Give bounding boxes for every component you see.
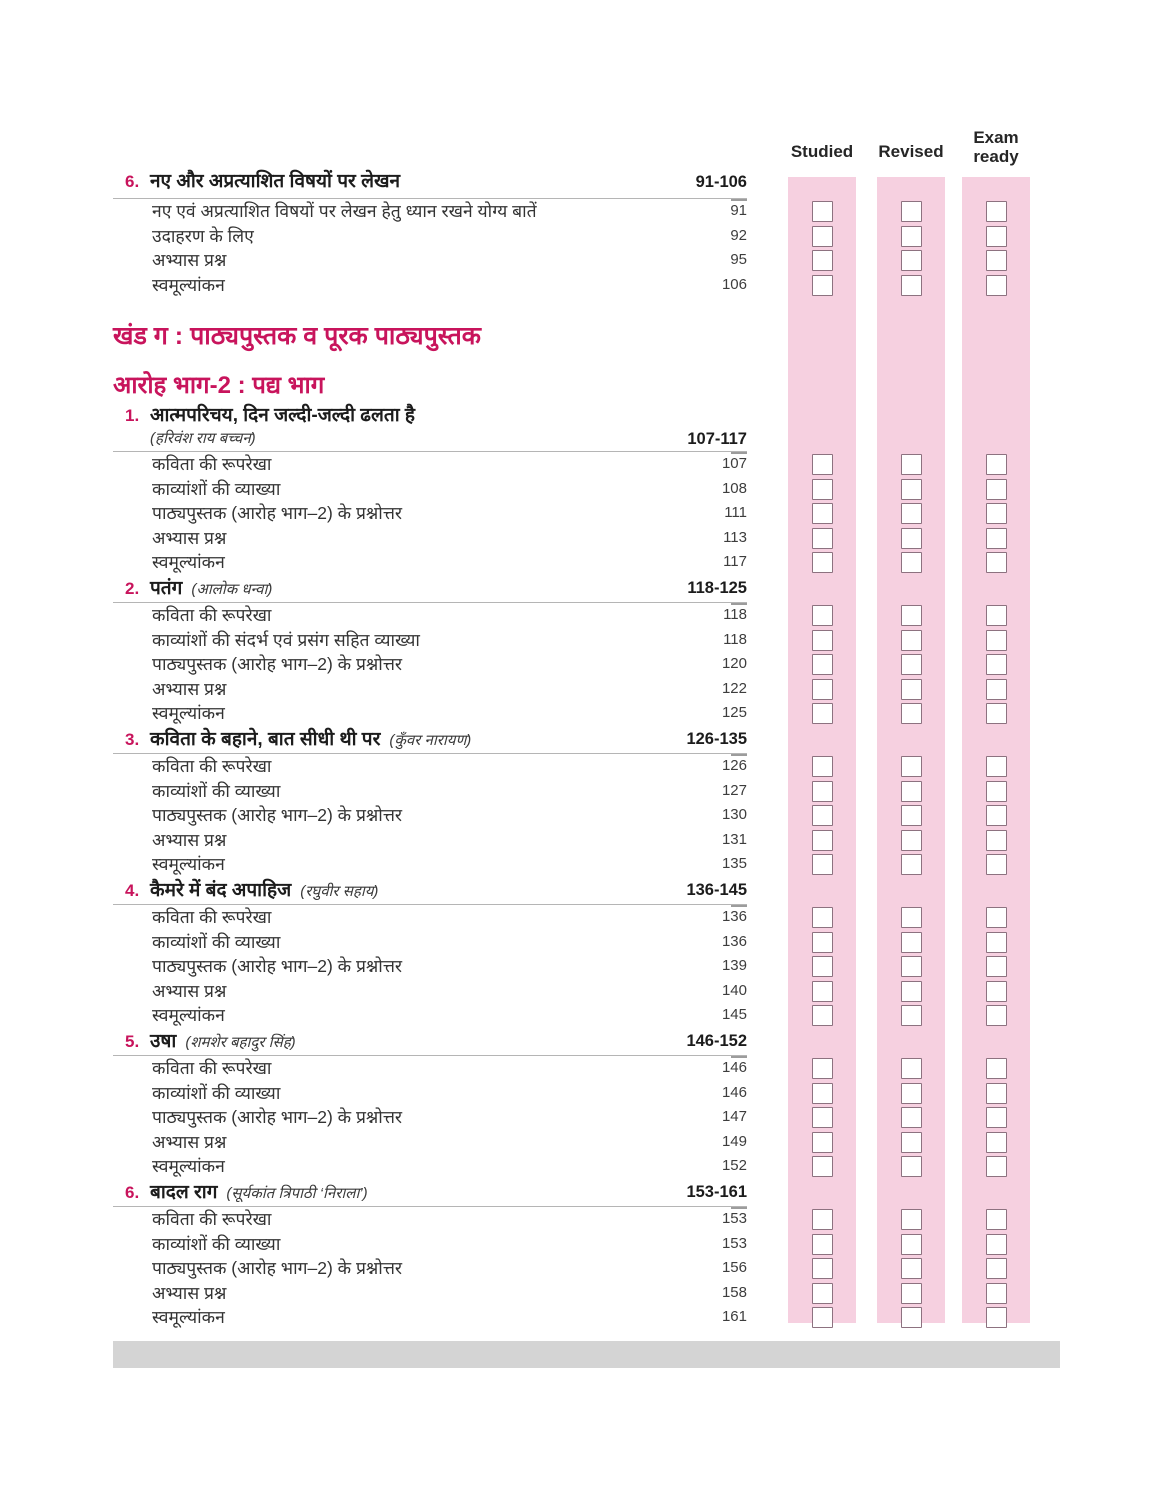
checkbox-exam-ready[interactable] bbox=[986, 1058, 1007, 1079]
toc-item-page: 135 bbox=[721, 855, 747, 872]
checkbox-studied[interactable] bbox=[812, 781, 833, 802]
chapter-pages: 153-161 bbox=[113, 1179, 747, 1207]
toc-item-page: 158 bbox=[721, 1283, 747, 1301]
toc-item-row bbox=[113, 603, 1040, 628]
checkbox-studied[interactable] bbox=[812, 1005, 833, 1026]
checkbox-studied[interactable] bbox=[812, 503, 833, 524]
checkbox-revised[interactable] bbox=[901, 907, 922, 928]
toc-item-row bbox=[113, 1154, 1040, 1179]
chapter-title: कैमरे में बंद अपाहिज bbox=[150, 879, 292, 901]
toc-item-row bbox=[113, 803, 1040, 828]
toc-item-label: कविता की रूपरेखा bbox=[152, 454, 272, 474]
chapter-author: (रघुवीर सहाय) bbox=[300, 882, 379, 900]
checkbox-studied[interactable] bbox=[812, 1132, 833, 1153]
toc-item-row bbox=[113, 1105, 1040, 1130]
chapter-author-row bbox=[113, 429, 747, 452]
toc-item-row bbox=[113, 828, 1040, 853]
toc-item-row bbox=[113, 979, 1040, 1004]
checkbox-exam-ready[interactable] bbox=[986, 907, 1007, 928]
toc-item-row bbox=[113, 779, 1040, 804]
toc-item-row bbox=[113, 1130, 1040, 1155]
checkbox-studied[interactable] bbox=[812, 805, 833, 826]
toc-item-row bbox=[113, 852, 1040, 877]
toc-item-row bbox=[113, 1056, 1040, 1081]
toc-item-page: 118 bbox=[723, 606, 747, 623]
chapter-heading bbox=[113, 726, 747, 755]
toc-item-label: स्वमूल्यांकन bbox=[152, 1156, 225, 1176]
toc-item-label: कविता की रूपरेखा bbox=[152, 907, 272, 927]
checkbox-revised[interactable] bbox=[901, 932, 922, 953]
toc-item-page: 106 bbox=[721, 275, 747, 293]
checkbox-exam-ready[interactable] bbox=[986, 781, 1007, 802]
toc-item-page: 152 bbox=[721, 1157, 747, 1174]
toc-item-label: पाठ्यपुस्तक (आरोह भाग–2) के प्रश्नोत्तर bbox=[152, 1107, 403, 1127]
checkbox-studied[interactable] bbox=[812, 528, 833, 549]
checkbox-revised[interactable] bbox=[901, 805, 922, 826]
checkbox-revised[interactable] bbox=[901, 226, 922, 247]
chapter-title: उषा bbox=[150, 1030, 177, 1052]
chapter-heading bbox=[113, 403, 747, 429]
checkbox-exam-ready[interactable] bbox=[986, 605, 1007, 626]
checkbox-studied[interactable] bbox=[812, 756, 833, 777]
chapter-heading bbox=[113, 168, 747, 199]
chapter-title: कविता के बहाने, बात सीधी थी पर bbox=[150, 728, 381, 750]
checkbox-exam-ready[interactable] bbox=[986, 1283, 1007, 1304]
checkbox-exam-ready[interactable] bbox=[986, 830, 1007, 851]
toc-item-label: काव्यांशों की व्याख्या bbox=[152, 478, 281, 499]
checkbox-revised[interactable] bbox=[901, 503, 922, 524]
chapter-author: (शमशेर बहादुर सिंह) bbox=[185, 1033, 296, 1051]
checkbox-revised[interactable] bbox=[901, 1058, 922, 1079]
chapter-number: 2. bbox=[125, 578, 140, 598]
toc-item-page: 107 bbox=[721, 455, 747, 472]
chapter-author: (कुँवर नारायण) bbox=[389, 731, 472, 749]
checkbox-exam-ready[interactable] bbox=[986, 528, 1007, 549]
checkbox-studied[interactable] bbox=[812, 1234, 833, 1255]
checkbox-studied[interactable] bbox=[812, 275, 833, 296]
chapter-pages: 107-117 bbox=[113, 429, 747, 451]
toc-item-row bbox=[113, 273, 1040, 298]
toc-item-row bbox=[113, 1003, 1040, 1028]
chapter-pages: 126-135 bbox=[113, 726, 747, 754]
toc-item-page: 136 bbox=[721, 908, 747, 925]
checkbox-revised[interactable] bbox=[901, 830, 922, 851]
toc-item-label: अभ्यास प्रश्न bbox=[152, 1131, 227, 1152]
checkbox-exam-ready[interactable] bbox=[986, 932, 1007, 953]
checkbox-studied[interactable] bbox=[812, 654, 833, 675]
checkbox-revised[interactable] bbox=[901, 1083, 922, 1104]
toc-item-page: 149 bbox=[721, 1132, 747, 1150]
checkbox-exam-ready[interactable] bbox=[986, 1234, 1007, 1255]
toc-item-row bbox=[113, 477, 1040, 502]
checkbox-studied[interactable] bbox=[812, 830, 833, 851]
toc-item-label: पाठ्यपुस्तक (आरोह भाग–2) के प्रश्नोत्तर bbox=[152, 805, 403, 825]
toc-item-row bbox=[113, 550, 1040, 575]
toc-item-label: स्वमूल्यांकन bbox=[152, 1307, 225, 1327]
checkbox-revised[interactable] bbox=[901, 1209, 922, 1230]
toc-item-page: 161 bbox=[721, 1308, 747, 1325]
toc-item-row bbox=[113, 754, 1040, 779]
checkbox-studied[interactable] bbox=[812, 981, 833, 1002]
toc-item-label: अभ्यास प्रश्न bbox=[152, 250, 227, 270]
checkbox-exam-ready[interactable] bbox=[986, 1107, 1007, 1128]
toc-item-row bbox=[113, 1256, 1040, 1281]
toc-item-label: अभ्यास प्रश्न bbox=[152, 980, 227, 1001]
toc-item-page: 145 bbox=[721, 1006, 747, 1023]
checkbox-revised[interactable] bbox=[901, 605, 922, 626]
toc-item-row bbox=[113, 701, 1040, 726]
checkbox-exam-ready[interactable] bbox=[986, 1258, 1007, 1279]
toc-item-page: 147 bbox=[721, 1108, 747, 1125]
checkbox-exam-ready[interactable] bbox=[986, 226, 1007, 247]
checkbox-studied[interactable] bbox=[812, 932, 833, 953]
chapter-title: पतंग bbox=[150, 577, 183, 599]
toc-item-page: 122 bbox=[721, 679, 747, 697]
chapter-title: बादल राग bbox=[150, 1181, 218, 1203]
toc-item-label: अभ्यास प्रश्न bbox=[152, 829, 227, 850]
chapter-title: नए और अप्रत्याशित विषयों पर लेखन bbox=[150, 171, 401, 192]
checkbox-revised[interactable] bbox=[901, 756, 922, 777]
toc-item-page: 91 bbox=[730, 202, 747, 219]
checkbox-exam-ready[interactable] bbox=[986, 756, 1007, 777]
chapter-pages: 146-152 bbox=[113, 1028, 747, 1056]
toc-item-label: काव्यांशों की संदर्भ एवं प्रसंग सहित व्याख्या bbox=[152, 629, 420, 650]
toc-item-page: 92 bbox=[730, 226, 747, 244]
checkbox-exam-ready[interactable] bbox=[986, 679, 1007, 700]
chapter-title: आत्मपरिचय, दिन जल्दी-जल्दी ढलता है bbox=[150, 405, 415, 426]
checkbox-exam-ready[interactable] bbox=[986, 854, 1007, 875]
checkbox-studied[interactable] bbox=[812, 907, 833, 928]
toc-item-page: 153 bbox=[721, 1234, 747, 1252]
toc-item-page: 127 bbox=[721, 781, 747, 799]
checkbox-exam-ready[interactable] bbox=[986, 250, 1007, 271]
toc-item-row bbox=[113, 954, 1040, 979]
chapter-pages: 91-106 bbox=[113, 168, 747, 198]
toc-item-label: अभ्यास प्रश्न bbox=[152, 1282, 227, 1303]
toc-item-row bbox=[113, 1232, 1040, 1257]
checkbox-revised[interactable] bbox=[901, 1005, 922, 1026]
toc-item-label: कविता की रूपरेखा bbox=[152, 1058, 272, 1078]
checkbox-exam-ready[interactable] bbox=[986, 275, 1007, 296]
checkbox-revised[interactable] bbox=[901, 630, 922, 651]
checkbox-exam-ready[interactable] bbox=[986, 1156, 1007, 1177]
toc-item-row bbox=[113, 452, 1040, 477]
checkbox-exam-ready[interactable] bbox=[986, 552, 1007, 573]
checkbox-studied[interactable] bbox=[812, 454, 833, 475]
checkbox-revised[interactable] bbox=[901, 528, 922, 549]
toc-item-row bbox=[113, 628, 1040, 653]
checkbox-exam-ready[interactable] bbox=[986, 956, 1007, 977]
checkbox-revised[interactable] bbox=[901, 1234, 922, 1255]
checkbox-studied[interactable] bbox=[812, 552, 833, 573]
checkbox-studied[interactable] bbox=[812, 1258, 833, 1279]
toc-item-row bbox=[113, 1281, 1040, 1306]
toc-item-page: 120 bbox=[721, 655, 747, 672]
toc-item-label: अभ्यास प्रश्न bbox=[152, 678, 227, 699]
chapter-heading bbox=[113, 575, 747, 604]
toc-item-label: उदाहरण के लिए bbox=[152, 225, 254, 246]
checkbox-studied[interactable] bbox=[812, 1083, 833, 1104]
toc-item-label: पाठ्यपुस्तक (आरोह भाग–2) के प्रश्नोत्तर bbox=[152, 503, 403, 523]
toc-item-page: 113 bbox=[723, 528, 747, 546]
toc-item-row bbox=[113, 199, 1040, 224]
toc-item-label: कविता की रूपरेखा bbox=[152, 756, 272, 776]
footer-bar bbox=[113, 1341, 1060, 1368]
chapter-heading bbox=[113, 1028, 747, 1057]
checkbox-revised[interactable] bbox=[901, 552, 922, 573]
chapter-author: (आलोक धन्वा) bbox=[191, 580, 273, 598]
toc-item-label: स्वमूल्यांकन bbox=[152, 274, 225, 295]
toc-item-label: स्वमूल्यांकन bbox=[152, 854, 225, 874]
checkbox-studied[interactable] bbox=[812, 1307, 833, 1328]
toc-item-page: 136 bbox=[721, 932, 747, 950]
toc-item-page: 146 bbox=[721, 1083, 747, 1101]
chapter-number: 6. bbox=[125, 1182, 140, 1202]
checkbox-studied[interactable] bbox=[812, 854, 833, 875]
chapter-heading bbox=[113, 1179, 747, 1208]
part-heading: खंड ग : पाठ्यपुस्तक व पूरक पाठ्यपुस्तक bbox=[113, 322, 481, 350]
checkbox-revised[interactable] bbox=[901, 703, 922, 724]
checkbox-studied[interactable] bbox=[812, 630, 833, 651]
toc-item-label: अभ्यास प्रश्न bbox=[152, 527, 227, 548]
checkbox-exam-ready[interactable] bbox=[986, 1132, 1007, 1153]
checkbox-studied[interactable] bbox=[812, 1156, 833, 1177]
chapter-number: 1. bbox=[125, 406, 140, 425]
toc-item-label: स्वमूल्यांकन bbox=[152, 552, 225, 572]
checkbox-studied[interactable] bbox=[812, 605, 833, 626]
column-header-exam-ready: Exam ready bbox=[973, 128, 1019, 166]
checkbox-revised[interactable] bbox=[901, 1132, 922, 1153]
checkbox-revised[interactable] bbox=[901, 454, 922, 475]
checkbox-studied[interactable] bbox=[812, 956, 833, 977]
checkbox-revised[interactable] bbox=[901, 781, 922, 802]
toc-item-row bbox=[113, 501, 1040, 526]
toc-item-label: काव्यांशों की व्याख्या bbox=[152, 1082, 281, 1103]
toc-item-label: पाठ्यपुस्तक (आरोह भाग–2) के प्रश्नोत्तर bbox=[152, 654, 403, 674]
checkbox-studied[interactable] bbox=[812, 479, 833, 500]
checkbox-exam-ready[interactable] bbox=[986, 454, 1007, 475]
toc-item-page: 95 bbox=[730, 251, 747, 268]
checkbox-exam-ready[interactable] bbox=[986, 1005, 1007, 1026]
checkbox-revised[interactable] bbox=[901, 956, 922, 977]
checkbox-revised[interactable] bbox=[901, 981, 922, 1002]
checkbox-studied[interactable] bbox=[812, 703, 833, 724]
toc-item-row bbox=[113, 224, 1040, 249]
chapter-number: 3. bbox=[125, 729, 140, 749]
checkbox-exam-ready[interactable] bbox=[986, 1307, 1007, 1328]
checkbox-exam-ready[interactable] bbox=[986, 479, 1007, 500]
checkbox-exam-ready[interactable] bbox=[986, 201, 1007, 222]
toc-item-page: 153 bbox=[721, 1210, 747, 1227]
toc-item-page: 117 bbox=[723, 553, 747, 570]
toc-item-page: 118 bbox=[723, 630, 747, 648]
toc-item-label: नए एवं अप्रत्याशित विषयों पर लेखन हेतु ध्यान रखने योग्य बातें bbox=[152, 201, 537, 221]
toc-item-row bbox=[113, 526, 1040, 551]
checkbox-revised[interactable] bbox=[901, 854, 922, 875]
toc-item-label: स्वमूल्यांकन bbox=[152, 1005, 225, 1025]
toc-item-row bbox=[113, 905, 1040, 930]
toc-item-page: 126 bbox=[721, 757, 747, 774]
checkbox-revised[interactable] bbox=[901, 654, 922, 675]
checkbox-exam-ready[interactable] bbox=[986, 1209, 1007, 1230]
chapter-number: 6. bbox=[125, 172, 140, 191]
toc-item-row bbox=[113, 248, 1040, 273]
toc-item-page: 125 bbox=[721, 704, 747, 721]
chapter-pages: 136-145 bbox=[113, 877, 747, 905]
chapter-author: (सूर्यकांत त्रिपाठी ‘निराला’) bbox=[226, 1184, 368, 1202]
column-header-revised: Revised bbox=[878, 142, 944, 161]
chapter-heading bbox=[113, 877, 747, 906]
toc-item-row bbox=[113, 1305, 1040, 1330]
chapter-pages: 118-125 bbox=[113, 575, 747, 603]
toc-item-label: कविता की रूपरेखा bbox=[152, 605, 272, 625]
checkbox-revised[interactable] bbox=[901, 1307, 922, 1328]
table-of-contents bbox=[113, 168, 1040, 1330]
checkbox-revised[interactable] bbox=[901, 201, 922, 222]
column-header-studied: Studied bbox=[790, 142, 854, 161]
toc-item-label: स्वमूल्यांकन bbox=[152, 703, 225, 723]
checkbox-revised[interactable] bbox=[901, 250, 922, 271]
checkbox-revised[interactable] bbox=[901, 479, 922, 500]
checkbox-exam-ready[interactable] bbox=[986, 654, 1007, 675]
toc-item-page: 140 bbox=[721, 981, 747, 999]
checkbox-studied[interactable] bbox=[812, 250, 833, 271]
checkbox-studied[interactable] bbox=[812, 226, 833, 247]
checkbox-studied[interactable] bbox=[812, 1107, 833, 1128]
chapter-number: 5. bbox=[125, 1031, 140, 1051]
toc-item-page: 156 bbox=[721, 1259, 747, 1276]
toc-item-label: कविता की रूपरेखा bbox=[152, 1209, 272, 1229]
checkbox-studied[interactable] bbox=[812, 679, 833, 700]
checkbox-exam-ready[interactable] bbox=[986, 503, 1007, 524]
toc-item-page: 130 bbox=[721, 806, 747, 823]
checkbox-revised[interactable] bbox=[901, 275, 922, 296]
toc-item-row bbox=[113, 677, 1040, 702]
checkbox-exam-ready[interactable] bbox=[986, 630, 1007, 651]
checkbox-studied[interactable] bbox=[812, 201, 833, 222]
checkbox-revised[interactable] bbox=[901, 1258, 922, 1279]
toc-item-page: 111 bbox=[724, 504, 747, 521]
checkbox-revised[interactable] bbox=[901, 679, 922, 700]
toc-item-label: पाठ्यपुस्तक (आरोह भाग–2) के प्रश्नोत्तर bbox=[152, 1258, 403, 1278]
checkbox-studied[interactable] bbox=[812, 1209, 833, 1230]
toc-item-label: काव्यांशों की व्याख्या bbox=[152, 1233, 281, 1254]
toc-item-label: काव्यांशों की व्याख्या bbox=[152, 780, 281, 801]
chapter-number: 4. bbox=[125, 880, 140, 900]
toc-item-row bbox=[113, 930, 1040, 955]
toc-item-page: 108 bbox=[721, 479, 747, 497]
checkbox-exam-ready[interactable] bbox=[986, 1083, 1007, 1104]
toc-item-row bbox=[113, 1207, 1040, 1232]
book-heading: आरोह भाग-2 : पद्य भाग bbox=[113, 372, 325, 399]
toc-item-row bbox=[113, 1081, 1040, 1106]
checkbox-exam-ready[interactable] bbox=[986, 981, 1007, 1002]
toc-item-page: 146 bbox=[721, 1059, 747, 1076]
toc-item-label: काव्यांशों की व्याख्या bbox=[152, 931, 281, 952]
chapter-author: (हरिवंश राय बच्चन) bbox=[150, 430, 256, 447]
toc-item-row bbox=[113, 652, 1040, 677]
checkbox-revised[interactable] bbox=[901, 1283, 922, 1304]
checkbox-studied[interactable] bbox=[812, 1283, 833, 1304]
checkbox-studied[interactable] bbox=[812, 1058, 833, 1079]
toc-item-page: 131 bbox=[721, 830, 747, 848]
checkbox-revised[interactable] bbox=[901, 1156, 922, 1177]
checkbox-exam-ready[interactable] bbox=[986, 805, 1007, 826]
toc-item-label: पाठ्यपुस्तक (आरोह भाग–2) के प्रश्नोत्तर bbox=[152, 956, 403, 976]
toc-item-page: 139 bbox=[721, 957, 747, 974]
checkbox-exam-ready[interactable] bbox=[986, 703, 1007, 724]
checkbox-revised[interactable] bbox=[901, 1107, 922, 1128]
